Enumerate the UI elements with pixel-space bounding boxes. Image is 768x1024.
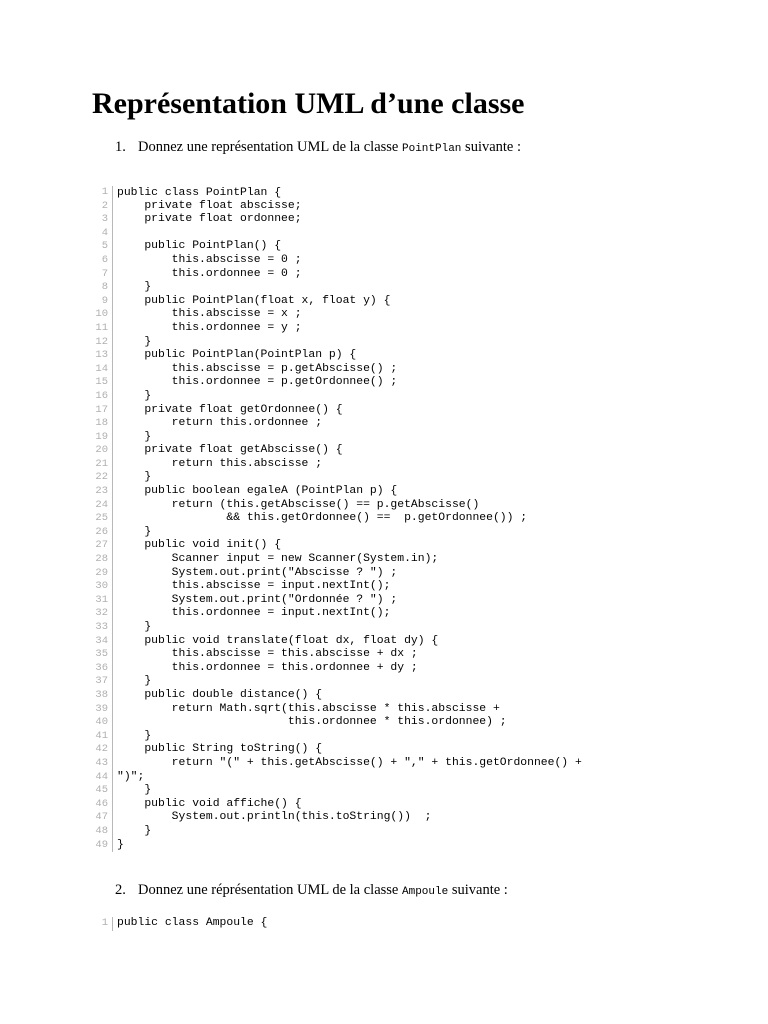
- code-line: [88, 702, 500, 717]
- line-number: 30: [95, 580, 108, 593]
- question-1-text-end: suivante :: [461, 139, 522, 155]
- line-number: 6: [101, 253, 108, 266]
- code-line: [88, 607, 391, 621]
- code-line-text: public PointPlan() {: [117, 240, 282, 253]
- line-number: 29: [95, 566, 108, 579]
- code-line-text: public double distance() {: [117, 688, 323, 701]
- code-header-line: [88, 172, 282, 199]
- code-line-text: this.abscisse = input.nextInt();: [117, 580, 391, 593]
- question-2-text: Donnez une réprésentation UML de la classe: [138, 882, 402, 898]
- code-line-text: ")";: [117, 770, 145, 783]
- question-2-text-end: suivante :: [448, 882, 508, 898]
- code-line-text: }: [117, 621, 152, 633]
- line-number: 42: [95, 743, 108, 756]
- code-line-text: }: [117, 824, 152, 837]
- line-number: 27: [95, 539, 108, 552]
- line-number: 49: [95, 838, 108, 851]
- code-line: [88, 253, 302, 268]
- code-line: [88, 199, 302, 214]
- code-line: [88, 308, 302, 322]
- code-line-text: }: [117, 525, 152, 538]
- code-line: [88, 634, 439, 649]
- code-line-text: System.out.print("Abscisse ? ") ;: [117, 566, 398, 579]
- code-line-text: return "(" + this.getAbscisse() + "," + this.getOrdonnee() +: [117, 756, 582, 769]
- code-line: [88, 729, 152, 744]
- code-line: [88, 553, 439, 567]
- code-line: [88, 756, 582, 771]
- code-line: [88, 227, 115, 241]
- line-number: 26: [95, 525, 108, 538]
- line-number: 38: [95, 688, 108, 701]
- code-line-text: this.ordonnee = input.nextInt();: [117, 607, 391, 620]
- line-number: 18: [95, 417, 108, 430]
- line-number: 48: [95, 824, 108, 837]
- line-number: 11: [95, 321, 108, 334]
- code-line-text: this.ordonnee * this.ordonnee) ;: [117, 716, 507, 729]
- code-line: [88, 430, 152, 445]
- code-line-text: public String toString() {: [117, 743, 323, 756]
- code-line-text: private float getAbscisse() {: [117, 444, 343, 457]
- line-number: 19: [95, 430, 108, 443]
- line-number: 39: [95, 702, 108, 715]
- code-line: [88, 648, 418, 662]
- code-line-text: return (this.getAbscisse() == p.getAbscisse(): [117, 498, 480, 511]
- code-line-text: public boolean egaleA (PointPlan p) {: [117, 485, 398, 498]
- line-number: 2: [101, 199, 108, 212]
- code-line-text: }: [117, 675, 152, 688]
- line-number: 41: [95, 729, 108, 742]
- code-line: [88, 457, 323, 472]
- line-number: 15: [95, 376, 108, 389]
- line-number: 32: [95, 607, 108, 620]
- line-number: 24: [95, 498, 108, 511]
- code-line: [88, 566, 398, 581]
- code-line-text: public void translate(float dx, float dy) {: [117, 634, 439, 647]
- line-number: 23: [95, 485, 108, 498]
- line-number: 8: [101, 281, 108, 294]
- code-line: [88, 770, 145, 785]
- code-line: [88, 743, 323, 757]
- code-line-text: this.ordonnee = p.getOrdonnee() ;: [117, 376, 398, 389]
- code-line: [88, 362, 398, 377]
- code-line-text: System.out.println(this.toString()) ;: [117, 811, 432, 824]
- code-line: [88, 498, 480, 513]
- code-line: [88, 335, 152, 350]
- code-line: [88, 688, 323, 703]
- code-line: [88, 471, 152, 485]
- code-line: [88, 621, 152, 635]
- line-number: 5: [101, 240, 108, 253]
- line-number: 21: [95, 457, 108, 470]
- code-line-text: return Math.sqrt(this.abscisse * this.abscisse +: [117, 702, 500, 715]
- question-1: [115, 138, 521, 158]
- code-line: [88, 797, 302, 812]
- code-line-text: public void init() {: [117, 539, 282, 552]
- question-1-number: 1.: [115, 139, 126, 155]
- question-2-number: 2.: [115, 882, 126, 898]
- line-number: 33: [95, 621, 108, 633]
- code-line: [88, 838, 124, 853]
- line-number: 12: [95, 335, 108, 348]
- line-number: 20: [95, 444, 108, 457]
- code-line: [88, 417, 323, 431]
- question-1-class-name: PointPlan: [402, 143, 462, 155]
- code-line-text: }: [117, 729, 152, 742]
- line-number: 40: [95, 716, 108, 729]
- code-line-text: public class Ampoule {: [117, 917, 268, 929]
- code-line-text: && this.getOrdonnee() == p.getOrdonnee()) ;: [117, 512, 528, 525]
- code-line: [88, 240, 282, 254]
- code-line-text: this.abscisse = x ;: [117, 308, 302, 321]
- line-number: 31: [95, 593, 108, 606]
- line-number: 45: [95, 784, 108, 797]
- code-line: [88, 349, 357, 363]
- code-line-text: return this.abscisse ;: [117, 457, 323, 470]
- code-line-text: public void affiche() {: [117, 797, 302, 810]
- line-number: 17: [95, 403, 108, 416]
- code-line-text: System.out.print("Ordonnée ? ") ;: [117, 593, 398, 606]
- code-line: [88, 294, 391, 309]
- line-number: 22: [95, 471, 108, 484]
- line-number: 4: [101, 226, 108, 239]
- code-line: [88, 403, 343, 418]
- code-line: [88, 716, 507, 730]
- code-line-text: Scanner input = new Scanner(System.in);: [117, 553, 439, 566]
- code-line: [88, 580, 391, 594]
- line-number: 1: [101, 917, 108, 929]
- line-number: 3: [101, 213, 108, 226]
- question-2-class-name: Ampoule: [402, 886, 449, 898]
- line-number: 25: [95, 512, 108, 525]
- code-line-text: }: [117, 389, 152, 402]
- line-number-divider: [112, 917, 113, 931]
- line-number: 16: [95, 389, 108, 402]
- code-line-text: public class PointPlan {: [117, 187, 282, 199]
- code-line: [88, 485, 398, 499]
- code-line-text: this.abscisse = 0 ;: [117, 253, 302, 266]
- code-line: [88, 186, 115, 200]
- line-number: 13: [95, 349, 108, 362]
- code-line-text: this.abscisse = this.abscisse + dx ;: [117, 648, 418, 661]
- line-number: 28: [95, 553, 108, 566]
- code-line: [88, 512, 528, 526]
- code-line: [88, 675, 152, 689]
- line-number: 7: [101, 267, 108, 280]
- line-number: 10: [95, 308, 108, 321]
- code-line-text: private float abscisse;: [117, 199, 302, 212]
- code-listing-pointplan: [88, 172, 582, 852]
- code-line: [88, 389, 152, 404]
- code-line-text: private float ordonnee;: [117, 213, 302, 226]
- code-line: [88, 267, 302, 282]
- line-number: 43: [95, 756, 108, 769]
- code-line-text: this.ordonnee = this.ordonnee + dy ;: [117, 661, 418, 674]
- code-line-text: }: [117, 471, 152, 484]
- line-number: 36: [95, 661, 108, 674]
- code-line: [88, 376, 398, 390]
- code-line-text: }: [117, 281, 152, 294]
- code-line: [88, 525, 152, 540]
- line-number: 44: [95, 770, 108, 783]
- code-line-text: }: [117, 784, 152, 797]
- code-line: [88, 784, 152, 798]
- line-number: 46: [95, 797, 108, 810]
- code-line: [88, 824, 152, 839]
- code-line-text: this.abscisse = p.getAbscisse() ;: [117, 362, 398, 375]
- question-1-text: Donnez une représentation UML de la classe: [138, 139, 402, 155]
- code-line: [88, 213, 302, 227]
- code-line: [88, 661, 418, 676]
- line-number: 47: [95, 811, 108, 824]
- code-line-text: return this.ordonnee ;: [117, 417, 323, 430]
- page-title: Représentation UML d’une classe: [92, 87, 525, 120]
- code-line: [88, 444, 343, 458]
- line-number: 14: [95, 362, 108, 375]
- question-2: [115, 881, 508, 901]
- code-line: [88, 539, 282, 553]
- line-number: 34: [95, 634, 108, 647]
- code-line-text: public PointPlan(PointPlan p) {: [117, 349, 357, 362]
- code-line-text: this.ordonnee = 0 ;: [117, 267, 302, 280]
- code-line-text: this.ordonnee = y ;: [117, 321, 302, 334]
- line-number: 9: [101, 294, 108, 307]
- code-line-text: private float getOrdonnee() {: [117, 403, 343, 416]
- line-number: 1: [101, 186, 108, 198]
- code-line-text: }: [117, 430, 152, 443]
- code-line: [88, 593, 398, 608]
- code-line-text: }: [117, 838, 124, 851]
- code-line-text: }: [117, 335, 152, 348]
- code-line-text: public PointPlan(float x, float y) {: [117, 294, 391, 307]
- code-line: [88, 281, 152, 295]
- code-line: [88, 811, 432, 825]
- line-number: 37: [95, 675, 108, 688]
- line-number: 35: [95, 648, 108, 661]
- code-line: [88, 321, 302, 336]
